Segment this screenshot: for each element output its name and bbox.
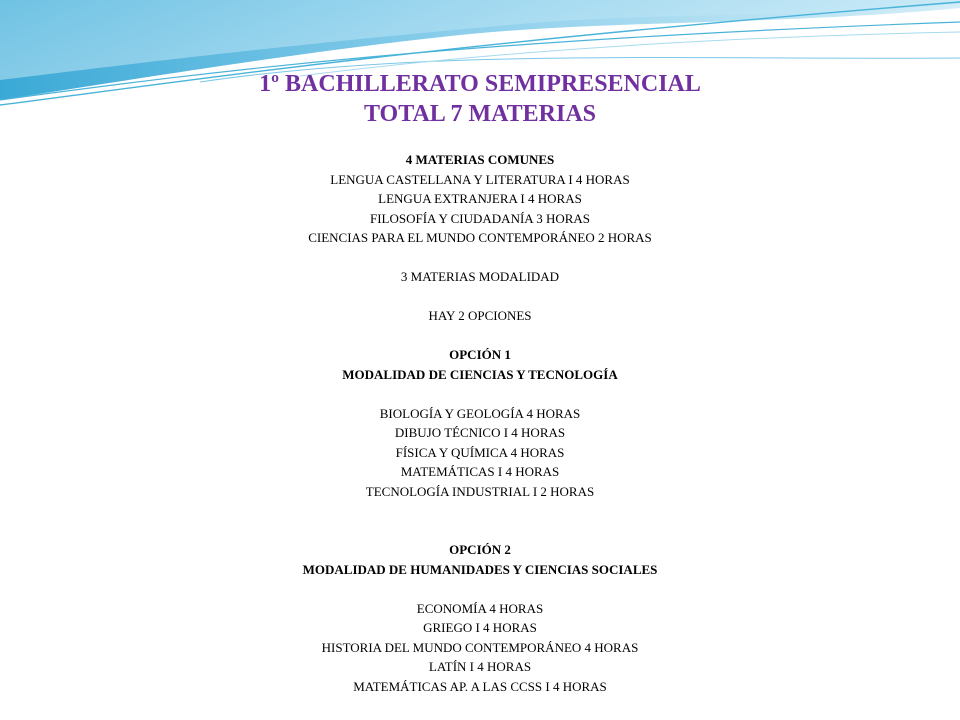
option1-item: MATEMÁTICAS I 4 HORAS [400, 464, 560, 479]
option1-item: TECNOLOGÍA INDUSTRIAL I 2 HORAS [365, 483, 595, 499]
modality-heading: 3 MATERIAS MODALIDAD [400, 269, 560, 284]
option2-item: MATEMÁTICAS AP. A LAS CCSS I 4 HORAS [353, 678, 607, 694]
option2-item: LATÍN I 4 HORAS [428, 659, 532, 674]
common-item: CIENCIAS PARA EL MUNDO CONTEMPORÁNEO 2 HORAS [308, 230, 652, 245]
common-item: LENGUA EXTRANJERA I 4 HORAS [378, 191, 582, 206]
option1-name: MODALIDAD DE CIENCIAS Y TECNOLOGÍA [342, 366, 618, 382]
option2-item: ECONOMÍA 4 HORAS [416, 600, 544, 616]
option2-label: OPCIÓN 2 [449, 542, 511, 557]
subjects-list [0, 150, 960, 696]
common-item: FILOSOFÍA Y CIUDADANÍA 3 HORAS [369, 210, 591, 226]
options-intro: HAY 2 OPCIONES [428, 308, 532, 323]
option1-item: DIBUJO TÉCNICO I 4 HORAS [394, 425, 566, 440]
title-line-1: 1º BACHILLERATO SEMIPRESENCIAL [259, 71, 701, 97]
option2-item: GRIEGO I 4 HORAS [423, 620, 537, 635]
title-line-2: TOTAL 7 MATERIAS [363, 101, 597, 127]
option1-label: OPCIÓN 1 [449, 347, 511, 362]
option1-item: FÍSICA Y QUÍMICA 4 HORAS [395, 444, 565, 460]
slide-title [0, 69, 960, 129]
common-heading: 4 MATERIAS COMUNES [405, 152, 555, 167]
option1-item: BIOLOGÍA Y GEOLOGÍA 4 HORAS [379, 405, 581, 421]
option2-item: HISTORIA DEL MUNDO CONTEMPORÁNEO 4 HORAS [321, 639, 639, 655]
option2-name: MODALIDAD DE HUMANIDADES Y CIENCIAS SOCIALES [302, 561, 658, 577]
common-item: LENGUA CASTELLANA Y LITERATURA I 4 HORAS [330, 171, 630, 187]
